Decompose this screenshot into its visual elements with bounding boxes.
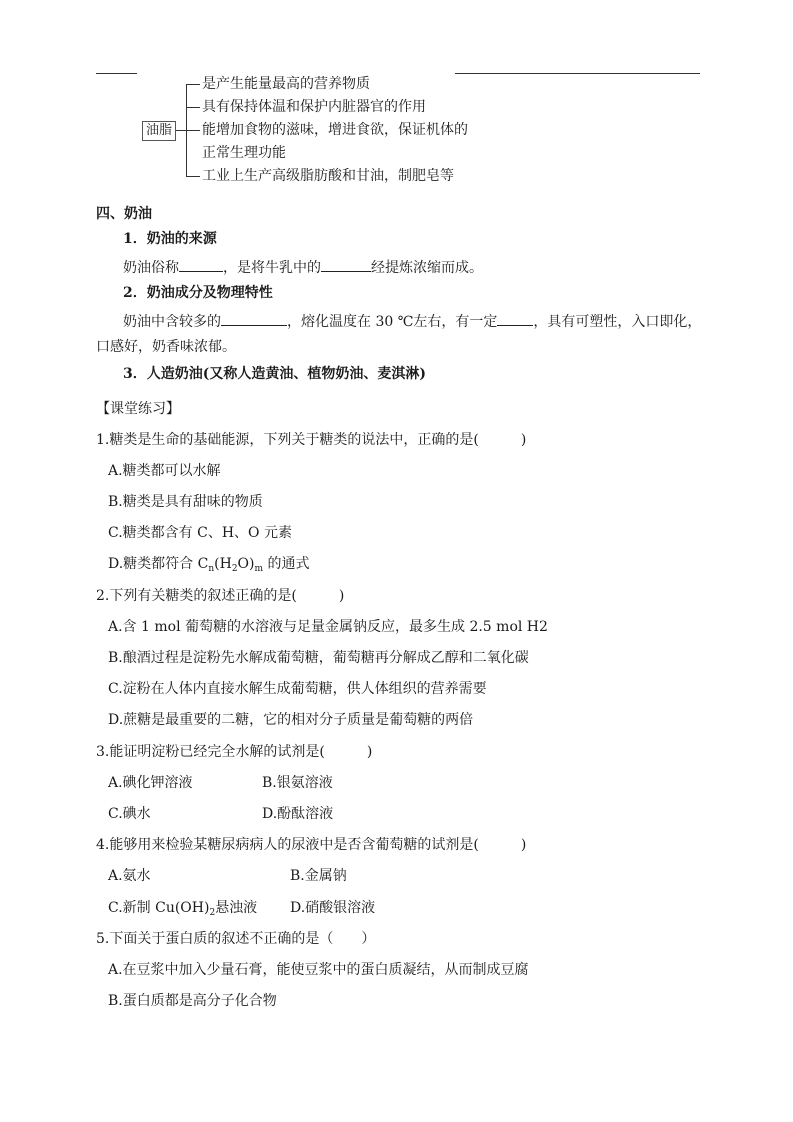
- answer-blank: [221, 311, 287, 326]
- top-rule-right: [455, 73, 700, 74]
- fat-item-2: 具有保持体温和保护内脏器官的作用: [202, 99, 426, 115]
- text-fragment: 经提炼浓缩而成。: [371, 260, 483, 276]
- subscript-2: 2: [209, 908, 216, 918]
- brace-tick-2: [186, 107, 200, 108]
- q2-option-d[interactable]: D.蔗糖是最重要的二糖，它的相对分子质量是葡萄糖的两倍: [108, 712, 474, 728]
- formula-part: C.新制 Cu(OH): [108, 900, 210, 916]
- q1-stem: 1.糖类是生命的基础能源，下列关于糖类的说法中，正确的是( ): [96, 432, 527, 448]
- fat-label-box: 油脂: [142, 121, 176, 141]
- q2-option-b[interactable]: B.酿酒过程是淀粉先水解成葡萄糖，葡萄糖再分解成乙醇和二氧化碳: [108, 650, 529, 666]
- answer-blank: [179, 257, 223, 272]
- fat-item-5: 工业上生产高级脂肪酸和甘油，制肥皂等: [202, 168, 454, 184]
- q3-option-c[interactable]: C.碘水: [108, 806, 151, 822]
- q5-stem: 5.下面关于蛋白质的叙述不正确的是（ ）: [96, 931, 376, 947]
- subscript-m: m: [254, 564, 264, 574]
- section-heading-butter: 四、奶油: [96, 206, 152, 222]
- paragraph-source: [123, 257, 483, 277]
- text-fragment: 奶油中含较多的: [123, 314, 221, 330]
- q1-option-b[interactable]: B.糖类是具有甜味的物质: [108, 494, 263, 510]
- fat-item-4: 正常生理功能: [202, 145, 286, 161]
- text-fragment: 奶油俗称: [123, 260, 179, 276]
- subheading-margarine: 3．人造奶油(又称人造黄油、植物奶油、麦淇淋): [123, 366, 426, 382]
- q3-stem: 3.能证明淀粉已经完全水解的试剂是( ): [96, 744, 373, 760]
- q2-stem: 2.下列有关糖类的叙述正确的是( ): [96, 588, 345, 604]
- formula-part: (H: [214, 556, 232, 572]
- q2-option-c[interactable]: C.淀粉在人体内直接水解生成葡萄糖，供人体组织的营养需要: [108, 681, 487, 697]
- q2-option-a[interactable]: A.含 1 mol 葡萄糖的水溶液与足量金属钠反应，最多生成 2.5 mol H2: [108, 619, 548, 635]
- subheading-source: 1．奶油的来源: [123, 231, 217, 247]
- text-fragment: ，具有可塑性，入口即化，: [533, 314, 702, 330]
- formula-part: 的通式: [263, 556, 310, 572]
- paragraph-properties: [123, 311, 701, 331]
- paragraph-properties-cont: 口感好，奶香味浓郁。: [96, 339, 236, 355]
- q4-option-c[interactable]: [108, 899, 257, 917]
- q5-option-b[interactable]: B.蛋白质都是高分子化合物: [108, 993, 277, 1009]
- practice-title: 【课堂练习】: [96, 401, 180, 417]
- q4-option-b[interactable]: B.金属钠: [290, 868, 347, 884]
- q4-option-a[interactable]: A.氨水: [108, 868, 151, 884]
- q5-option-a[interactable]: A.在豆浆中加入少量石膏，能使豆浆中的蛋白质凝结，从而制成豆腐: [108, 962, 529, 978]
- fat-item-1: 是产生能量最高的营养物质: [202, 76, 370, 92]
- answer-blank: [321, 257, 371, 272]
- formula-part: O): [237, 556, 255, 572]
- q1-option-d[interactable]: [108, 555, 310, 573]
- fat-item-3: 能增加食物的滋味，增进食欲，保证机体的: [202, 122, 468, 138]
- subscript-2: 2: [231, 564, 238, 574]
- brace-tick-5: [186, 176, 200, 177]
- q1-option-c[interactable]: C.糖类都含有 C、H、O 元素: [108, 525, 292, 541]
- brace-connector: [176, 130, 186, 131]
- brace-tick-1: [186, 84, 200, 85]
- top-rule-left: [96, 73, 137, 74]
- formula-part: D.糖类都符合 C: [108, 556, 209, 572]
- subheading-properties: 2．奶油成分及物理特性: [123, 285, 273, 301]
- subscript-n: n: [208, 564, 215, 574]
- text-fragment: ，是将牛乳中的: [223, 260, 321, 276]
- formula-part: 悬浊液: [215, 900, 258, 916]
- q3-option-d[interactable]: D.酚酞溶液: [262, 806, 334, 822]
- text-fragment: ，熔化温度在 30 ℃左右，有一定: [287, 314, 498, 330]
- q4-stem: 4.能够用来检验某糖尿病病人的尿液中是否含葡萄糖的试剂是( ): [96, 837, 527, 853]
- answer-blank: [497, 311, 533, 326]
- q3-option-b[interactable]: B.银氨溶液: [262, 775, 333, 791]
- q1-option-a[interactable]: A.糖类都可以水解: [108, 463, 221, 479]
- q3-option-a[interactable]: A.碘化钾溶液: [108, 775, 193, 791]
- brace-tick-3: [186, 130, 200, 131]
- q4-option-d[interactable]: D.硝酸银溶液: [290, 900, 376, 916]
